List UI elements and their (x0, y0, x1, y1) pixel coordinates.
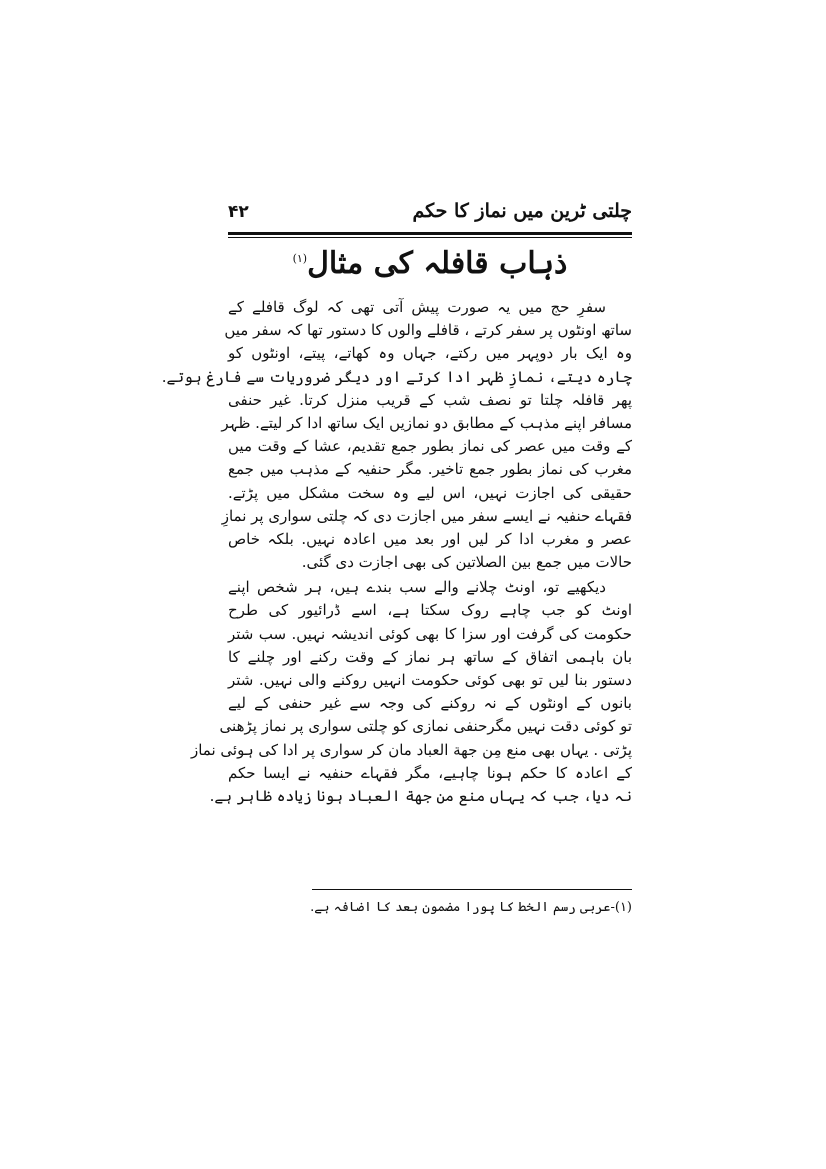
body-text (161, 296, 632, 808)
header-rule-thin (228, 237, 632, 238)
text-line: فقہاے حنفیہ نے ایسے سفر میں اجازت دی کہ چلتی سواری پر نمازِ (221, 506, 632, 525)
page-number: ۴۲ (228, 202, 249, 222)
text-line: عصر و مغرب ادا کر لیں اور بعد میں اعادہ نہیں. بلکہ خاص (228, 529, 632, 548)
text-line: بان باہمی اتفاق کے ساتھ ہر نماز کے وقت رکنے اور چلنے کا (228, 647, 632, 666)
text-line: مسافر اپنے مذہب کے مطابق دو نمازیں ایک ساتھ ادا کر لیتے. ظہر (221, 413, 632, 432)
paragraph (190, 576, 632, 808)
text-line: کے وقت میں عصر کی نماز بطور جمع تقدیم، عشا کے وقت میں (228, 437, 632, 456)
text-line: تو کوئی دقت نہیں مگرحنفی نمازی کو چلتی سواری پر نماز پڑھنی (219, 717, 632, 736)
text-line: پھر قافلہ چلتا تو نصف شب کے قریب منزل کرتا. غیر حنفی (228, 390, 632, 409)
paragraph (161, 296, 632, 574)
text-line: چارہ دیتے، نمازِ ظہر ادا کرتے اور دیگر ضروریات سے فارغ ہوتے. (161, 367, 632, 386)
header-rule-thick (228, 232, 632, 235)
text-line: اونٹ کو جب چاہے روک سکتا ہے، اسے ڈرائیور کی طرح (228, 601, 632, 620)
chapter-title (228, 246, 632, 281)
text-line: مغرب کی نماز بطور جمع تاخیر. مگر حنفیہ کے مذہب میں جمع (228, 460, 632, 479)
text-line: نہ دیا، جب کہ یہاں منع من جهة العباد ہونا زیادہ ظاہر ہے. (209, 786, 632, 805)
running-title: چلتی ٹرین میں نماز کا حکم (412, 200, 632, 222)
text-line: دیکھیے تو، اونٹ چلانے والے سب بندے ہیں، ہر شخص اپنے (228, 578, 606, 597)
text-line: کے اعادہ کا حکم ہونا چاہیے، مگر فقہاے حنفیہ نے ایسا حکم (228, 763, 632, 782)
text-line: وہ ایک بار دوپہر میں رکتے، جہاں وہ کھاتے، پیتے، اونٹوں کو (228, 344, 632, 363)
page-header (228, 196, 632, 232)
text-line: حقیقی کی اجازت نہیں، اس لیے وہ سخت مشکل میں پڑتے. (228, 483, 632, 502)
text-line: ساتھ اونٹوں پر سفر کرتے ، قافلے والوں کا دستور تھا کہ سفر میں (224, 321, 632, 340)
text-line: حالات میں جمع بین الصلاتین کی بھی اجازت دی گئی. (301, 553, 632, 572)
text-line: بانوں کے اونٹوں کے نہ روکنے کی وجہ سے غیر حنفی کے لیے (228, 694, 632, 713)
footnote-marker: (۱) (292, 252, 308, 265)
footnote-rule (312, 889, 632, 890)
text-line: دستور بنا لیں تو بھی کوئی حکومت انہیں روکنے والی نہیں. شتر (228, 671, 632, 689)
text-line: پڑتی . یہاں بھی منع مِن جهة العباد مان کر سواری پر ادا کی ہوئی نماز (190, 740, 632, 759)
text-line: حکومت کی گرفت اور سزا کا بھی کوئی اندیشہ نہیں. سب شتر (228, 624, 632, 643)
chapter-title-text: ذہاب قافلہ کی مثال (307, 246, 568, 281)
footnote: (۱)-عربی رسم الخط کا پورا مضمون بعد کا اضافہ ہے. (310, 900, 632, 915)
text-line: سفرِ حج میں یہ صورت پیش آتی تھی کہ لوگ قافلے کے (228, 298, 606, 316)
